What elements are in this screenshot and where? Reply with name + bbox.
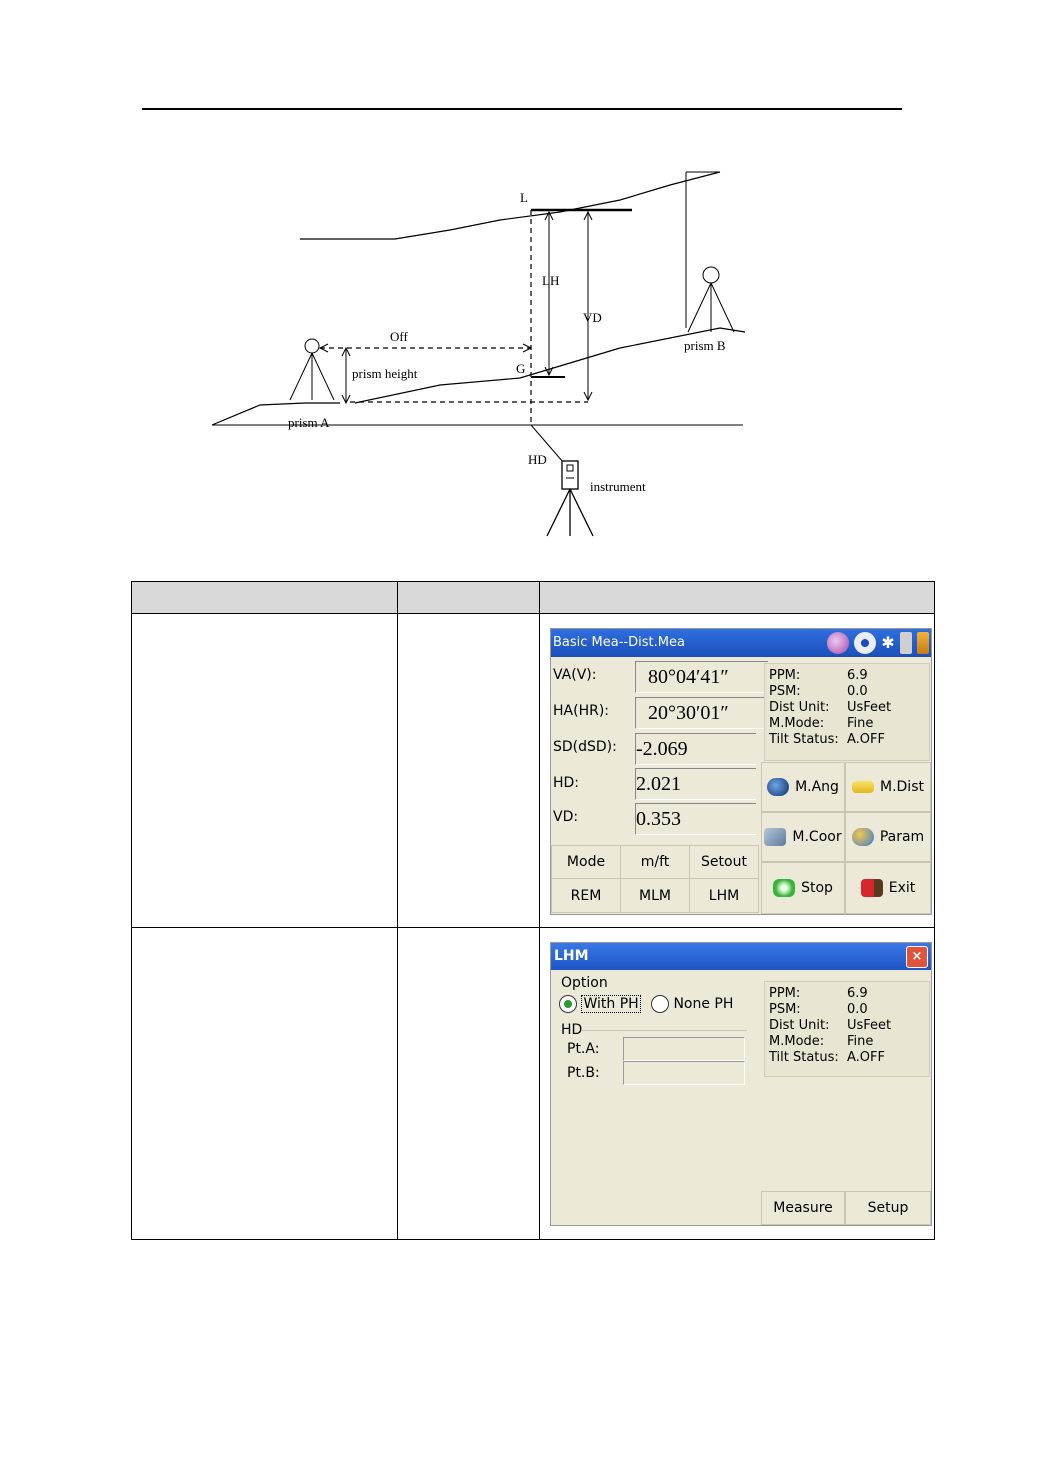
label-prism-b: prism B bbox=[684, 338, 726, 353]
gears-icon bbox=[852, 828, 874, 846]
ppm-label: PPM: bbox=[769, 668, 801, 683]
ppm-value: 6.9 bbox=[847, 668, 868, 683]
none-ph-label: None PH bbox=[673, 996, 734, 1012]
mlm-button[interactable] bbox=[620, 878, 690, 913]
rem-button[interactable] bbox=[551, 878, 621, 913]
label-prism-a: prism A bbox=[288, 415, 330, 430]
tilt-status-label: Tilt Status: bbox=[769, 1050, 839, 1065]
m-ang-label: M.Ang bbox=[795, 779, 839, 795]
mmode-value: Fine bbox=[847, 1034, 874, 1049]
vd-label: VD: bbox=[553, 809, 579, 825]
tilt-status-label: Tilt Status: bbox=[769, 732, 839, 747]
display-cell-1 bbox=[540, 614, 935, 928]
coordinate-icon bbox=[764, 828, 786, 846]
plug-icon[interactable] bbox=[900, 632, 912, 654]
mode-button-label: Mode bbox=[566, 854, 606, 870]
option-label: Option bbox=[561, 975, 608, 991]
status-info-panel bbox=[764, 663, 930, 761]
hd-label: HD: bbox=[553, 775, 580, 791]
key-cell-1 bbox=[398, 614, 540, 928]
label-l: L bbox=[520, 190, 528, 205]
psm-label: PSM: bbox=[769, 1002, 801, 1017]
lhm-title: LHM bbox=[554, 948, 589, 964]
exit-icon bbox=[861, 879, 883, 897]
operation-cell-2 bbox=[132, 928, 398, 1240]
setup-label: Setup bbox=[867, 1200, 909, 1216]
psm-value: 0.0 bbox=[847, 684, 868, 699]
m-coor-label: M.Coor bbox=[792, 829, 842, 845]
setup-button[interactable] bbox=[845, 1191, 931, 1225]
tilt-status-value: A.OFF bbox=[847, 1050, 885, 1065]
label-instrument: instrument bbox=[590, 479, 646, 494]
header-display bbox=[540, 582, 935, 614]
screen-title: Basic Mea--Dist.Mea bbox=[553, 635, 685, 650]
mlm-button-label: MLM bbox=[639, 887, 671, 904]
dist-unit-label: Dist Unit: bbox=[769, 1018, 830, 1033]
battery-icon bbox=[917, 632, 929, 654]
stop-label: Stop bbox=[801, 880, 833, 896]
vd-value: 0.353 bbox=[635, 803, 756, 835]
param-button[interactable] bbox=[845, 812, 931, 862]
globe-icon bbox=[767, 778, 789, 796]
lhm-diagram bbox=[200, 160, 760, 542]
dist-unit-value: UsFeet bbox=[847, 1018, 892, 1033]
header-operation bbox=[132, 582, 398, 614]
hd-group-divider bbox=[581, 1030, 747, 1031]
header-rule bbox=[142, 108, 902, 110]
m-dist-label: M.Dist bbox=[880, 779, 924, 795]
setout-button[interactable] bbox=[689, 845, 759, 879]
dist-unit-label: Dist Unit: bbox=[769, 700, 830, 715]
param-label: Param bbox=[879, 829, 925, 845]
pt-b-label: Pt.B: bbox=[567, 1065, 600, 1081]
mode-button[interactable] bbox=[551, 845, 621, 879]
mmode-label: M.Mode: bbox=[769, 1034, 825, 1049]
pt-b-field[interactable] bbox=[623, 1061, 745, 1085]
label-vd: VD bbox=[583, 310, 602, 325]
operation-cell-1 bbox=[132, 614, 398, 928]
ppm-value: 6.9 bbox=[847, 986, 868, 1001]
m-coor-button[interactable] bbox=[761, 812, 845, 862]
stop-button[interactable] bbox=[761, 862, 845, 914]
dist-unit-value: UsFeet bbox=[847, 700, 892, 715]
with-ph-radio[interactable] bbox=[559, 995, 641, 1013]
label-g: G bbox=[516, 361, 526, 376]
close-button[interactable]: × bbox=[906, 946, 928, 968]
laser-icon[interactable] bbox=[827, 632, 849, 654]
measure-button[interactable] bbox=[761, 1191, 845, 1225]
sd-label: SD(dSD): bbox=[553, 739, 617, 755]
label-hd: HD bbox=[528, 452, 547, 467]
prism-b-icon bbox=[703, 267, 719, 283]
psm-value: 0.0 bbox=[847, 1002, 868, 1017]
table-row bbox=[132, 614, 935, 928]
rem-button-label: REM bbox=[570, 887, 602, 904]
with-ph-label: With PH bbox=[583, 996, 639, 1012]
basic-mea-screen bbox=[550, 628, 932, 915]
hd-group-label: HD bbox=[561, 1022, 583, 1038]
key-cell-2 bbox=[398, 928, 540, 1240]
none-ph-radio[interactable] bbox=[651, 995, 733, 1013]
status-icons bbox=[827, 632, 929, 654]
va-label: VA(V): bbox=[553, 667, 597, 683]
bluetooth-icon[interactable]: ✱ bbox=[881, 633, 895, 652]
mft-button[interactable] bbox=[620, 845, 690, 879]
measure-label: Measure bbox=[773, 1200, 833, 1216]
setout-button-label: Setout bbox=[701, 854, 747, 870]
table-row bbox=[132, 928, 935, 1240]
header-key bbox=[398, 582, 540, 614]
ha-value: 20°30′01″ bbox=[635, 697, 768, 729]
stop-icon bbox=[773, 879, 795, 897]
lhm-button[interactable] bbox=[689, 878, 759, 913]
upper-ground-line bbox=[300, 172, 720, 239]
label-prism-height: prism height bbox=[352, 366, 418, 381]
display-cell-2 bbox=[540, 928, 935, 1240]
label-lh: LH bbox=[542, 273, 560, 288]
lhm-status-info-panel bbox=[764, 981, 930, 1077]
lhm-titlebar bbox=[551, 943, 931, 970]
mmode-value: Fine bbox=[847, 716, 874, 731]
exit-label: Exit bbox=[888, 880, 916, 896]
m-dist-button[interactable] bbox=[845, 762, 931, 812]
va-value: 80°04′41″ bbox=[635, 661, 768, 693]
lhm-button-label: LHM bbox=[708, 887, 740, 904]
ha-label: HA(HR): bbox=[553, 703, 609, 719]
hd-value: 2.021 bbox=[635, 768, 756, 800]
gear-icon[interactable] bbox=[854, 632, 876, 654]
mft-button-label: m/ft bbox=[640, 854, 670, 870]
label-off: Off bbox=[390, 329, 408, 344]
pt-a-label: Pt.A: bbox=[567, 1041, 600, 1057]
ppm-label: PPM: bbox=[769, 986, 801, 1001]
lhm-dialog bbox=[550, 942, 932, 1226]
procedure-table bbox=[131, 581, 935, 1240]
exit-button[interactable] bbox=[845, 862, 931, 914]
screen-titlebar bbox=[551, 629, 931, 657]
radio-checked-icon bbox=[559, 995, 577, 1013]
tilt-status-value: A.OFF bbox=[847, 732, 885, 747]
mmode-label: M.Mode: bbox=[769, 716, 825, 731]
table-header-row bbox=[132, 582, 935, 614]
radio-unchecked-icon bbox=[651, 995, 669, 1013]
ruler-icon bbox=[852, 781, 874, 793]
m-ang-button[interactable] bbox=[761, 762, 845, 812]
prism-a-icon bbox=[305, 339, 319, 353]
sd-value: -2.069 bbox=[635, 733, 756, 765]
psm-label: PSM: bbox=[769, 684, 801, 699]
pt-a-field[interactable] bbox=[623, 1037, 745, 1061]
